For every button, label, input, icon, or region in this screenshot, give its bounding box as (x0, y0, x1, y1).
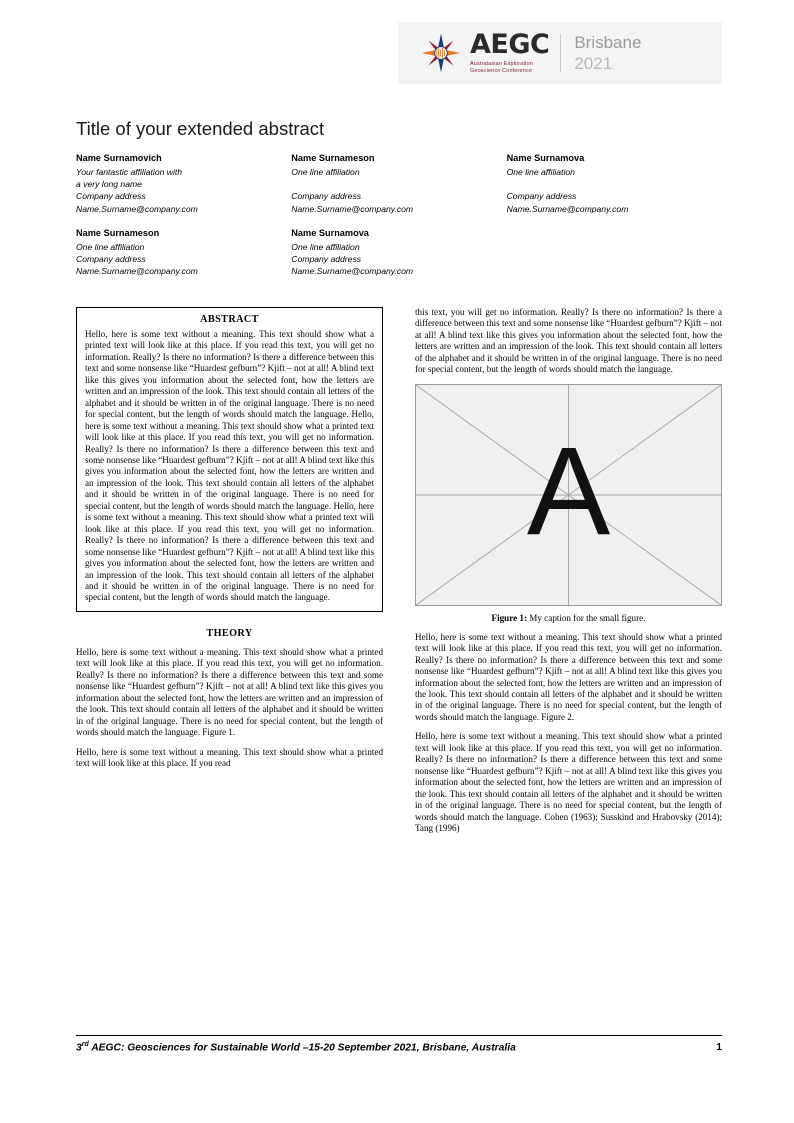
footer-ordinal-suffix: rd (81, 1041, 89, 1048)
author-affiliation-line2 (507, 178, 708, 190)
right-paragraph-2: Hello, here is some text without a meaning. This text should show what a printed text will look like at this place. If you read this text, you will get no information. Really? Is there no information? Is there a difference between this text and some nonsense like “Huardest gefburn”? Kjift – not at all! A blind text like this gives you information about the selected font, how the letters are written and an impression of the look. This text should contain all letters of the alphabet and it should be written in of the original language. There is no need for special content, but the length of words should match the language. Figure 2. (415, 631, 722, 722)
author-affiliation-line2 (291, 178, 492, 190)
footer-text: AEGC: Geosciences for Sustainable World –15-20 September 2021, Brisbane, Australia (88, 1042, 516, 1054)
left-column (76, 307, 383, 769)
author-entry (76, 227, 291, 278)
right-paragraph-3: Hello, here is some text without a meaning. This text should show what a printed text will look like at this place. If you read this text, you will get no information. Really? Is there no information? Is there a difference between this text and some nonsense like “Huardest gefburn”? Kjift – not at all! A blind text like this gives you information about the selected font, how the letters are written and an impression of the look. This text should contain all letters of the alphabet and it should be written in of the original language. There is no need for special content, but the length of words should match the language. Cohen (1963); Susskind and Hrabovsky (2014); Tang (1996) (415, 731, 722, 833)
document-body (76, 307, 722, 987)
author-address: Company address (76, 191, 146, 202)
figure-placeholder-image (415, 384, 722, 606)
figure-placeholder-letter: A (526, 422, 611, 562)
theory-heading: THEORY (206, 627, 253, 639)
figure-caption-text: My caption for the small figure. (527, 612, 646, 623)
theory-paragraph-2: Hello, here is some text without a meaning. This text should show what a printed text will look like at this place. If you read (76, 746, 383, 768)
aegc-compass-logo-icon (420, 32, 462, 74)
author-name: Name Surnameson (291, 153, 375, 163)
author-name: Name Surnamovich (76, 153, 162, 163)
author-address: Company address (291, 191, 362, 202)
aegc-subtitle-line2: Geoscience Conference (470, 68, 533, 74)
figure-1 (415, 384, 722, 623)
footer-conference-line (76, 1041, 516, 1053)
footer-ordinal-number: 3 (76, 1042, 82, 1054)
author-affiliation: One line affiliation (291, 167, 360, 178)
author-name: Name Surnamova (291, 227, 369, 238)
author-affiliation: Your fantastic affiliation with (76, 167, 183, 178)
banner-year: 2021 (574, 54, 613, 73)
page-title: Title of your extended abstract (76, 118, 325, 139)
author-name: Name Surnamova (506, 153, 585, 163)
abstract-heading: ABSTRACT (200, 314, 259, 325)
author-affiliation: One line affiliation (506, 167, 575, 178)
author-email[interactable]: Name.Surname@company.com (76, 266, 198, 277)
author-address: Company address (76, 254, 146, 265)
author-email[interactable]: Name.Surname@company.com (291, 266, 414, 277)
abstract-text: Hello, here is some text without a meaning. This text should show what a printed text will look like at this place. If you read this text, you will get no information. Really? Is there no information? Is there a difference between this text and some nonsense like “Huardest gefburn”? Kjift – not at all! A blind text like this gives you information about the selected font, how the letters are written and an impression of the look. This text should contain all letters of the alphabet and it should be written in of the original language. There is no need for special content, but the length of words should match the language. Hello, here is some text without a meaning. This text should show what a printed text will look like at this place. If you read this text, you will get no information. Really? Is there no information? Is there a difference between this text and some nonsense like “Huardest gefburn”? Kjift – not at all! A blind text like this gives you information about the selected font, how the letters are written and an impression of the look. This text should contain all letters of the alphabet and it should be written in of the original language. There is no need for special content, but the length of words should match the language. Hello, here is some text without a meaning. This text should show what a printed text will look like at this place. If you read this text, you will get no information. Really? Is there no information? Is there a difference between this text and some nonsense like “Huardest gefburn”? Kjift – not at all! A blind text like this gives you information about the selected font, how the letters are written and an impression of the look. This text should contain all letters of the alphabet and it should be written in of the original language. There is no need for special content, but the length of words should match the language. (85, 329, 374, 603)
conference-header-banner (398, 22, 722, 84)
author-list (76, 152, 722, 290)
author-entry (507, 152, 722, 215)
author-entry (291, 152, 506, 215)
footer-page-number: 1 (716, 1042, 722, 1054)
aegc-wordmark (470, 28, 550, 76)
banner-event-location (574, 32, 641, 75)
right-column (415, 307, 722, 834)
author-email[interactable]: Name.Surname@company.com (291, 203, 414, 214)
theory-paragraph-1: Hello, here is some text without a meaning. This text should show what a printed text will look like at this place. If you read this text, you will get no information. Really? Is there no information? Is there a difference between this text and some nonsense like “Huardest gefburn”? Kjift – not at all! A blind text like this gives you information about the selected font, how the letters are written and an impression of the look. This text should contain all letters of the alphabet and it should be written in of the original language. There is no need for special content, but the length of words should match the language. Figure 1. (76, 646, 383, 738)
right-paragraph-1: this text, you will get no information. Really? Is there no information? Is there a difference between this text and some nonsense like “Huardest gefburn”? Kjift – not at all! A blind text like this gives you information about the selected font, how the letters are written and an impression of the look. This text should contain all letters of the alphabet and it should be written in of the original language. There is no need for special content, but the length of words should match the language. (415, 307, 722, 375)
figure-caption-label: Figure 1: (491, 612, 527, 623)
banner-divider (560, 34, 561, 72)
author-name: Name Surnameson (76, 227, 160, 238)
author-email[interactable]: Name.Surname@company.com (76, 203, 198, 214)
author-address: Company address (291, 254, 362, 265)
author-affiliation: One line affiliation (76, 241, 145, 252)
aegc-acronym: AEGC (470, 28, 550, 60)
author-affiliation: One line affiliation (291, 241, 360, 252)
banner-city: Brisbane (574, 32, 642, 52)
page-footer (76, 1035, 722, 1053)
abstract-box (76, 307, 383, 612)
author-entry (76, 152, 291, 215)
aegc-subtitle-line1: Australasian Exploration (470, 60, 533, 67)
figure-caption (415, 613, 722, 623)
author-affiliation-line2: a very long name (76, 179, 142, 190)
author-email[interactable]: Name.Surname@company.com (506, 203, 629, 214)
author-entry (291, 227, 506, 278)
author-address: Company address (506, 191, 577, 202)
